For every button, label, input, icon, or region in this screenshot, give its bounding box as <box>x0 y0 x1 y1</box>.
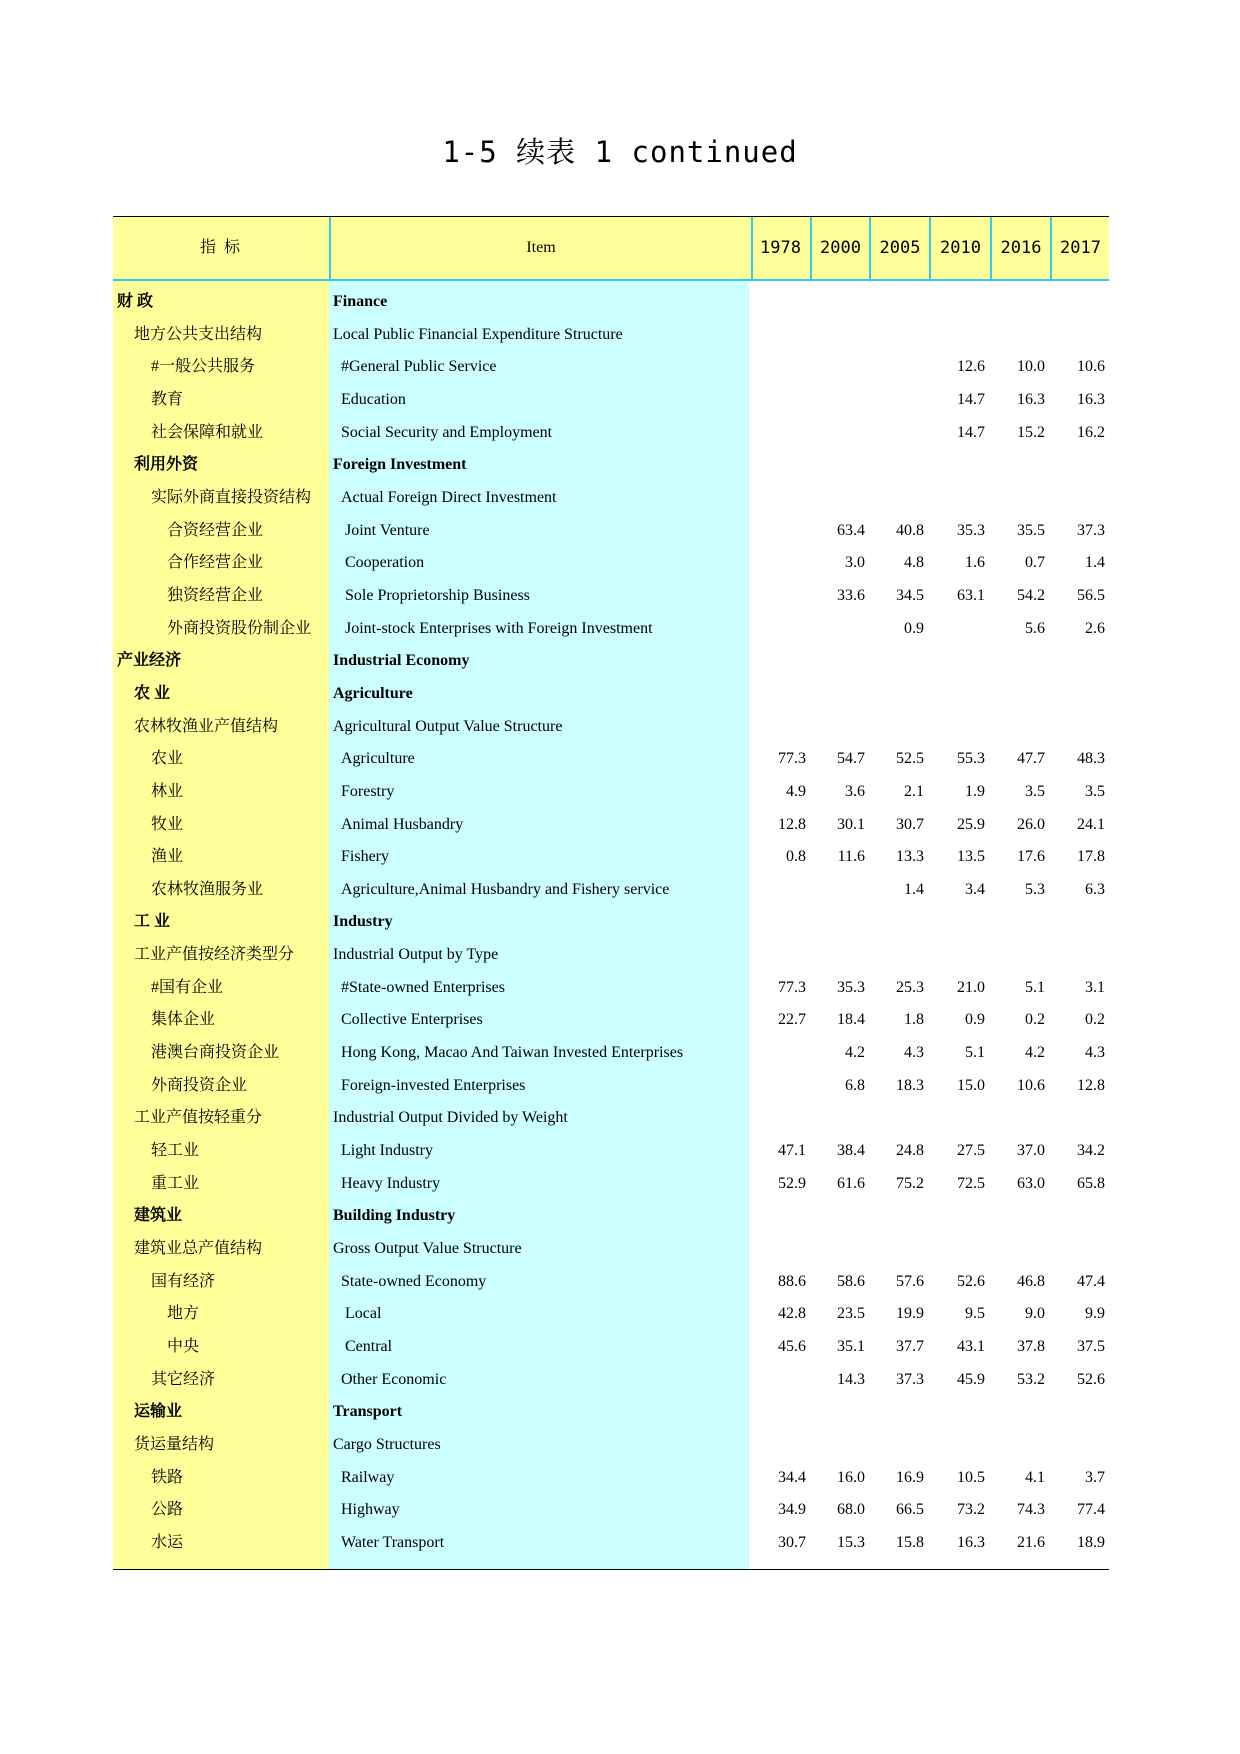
value-cell-2017: 47.4 <box>1077 1272 1105 1290</box>
value-cell-2016: 4.1 <box>1025 1468 1045 1486</box>
row-label-cn: 公路 <box>151 1501 184 1519</box>
table-row <box>113 482 1109 515</box>
value-cell-2017: 3.1 <box>1085 978 1105 996</box>
value-cell-1978: 12.8 <box>778 815 806 833</box>
value-cell-2017: 0.2 <box>1085 1011 1105 1029</box>
row-label-en: Cargo Structures <box>333 1435 441 1453</box>
table-row <box>113 1102 1109 1135</box>
value-cell-2016: 0.7 <box>1025 554 1045 572</box>
table-body <box>113 286 1109 1560</box>
value-cell-2016: 4.2 <box>1025 1044 1045 1062</box>
value-cell-1978: 52.9 <box>778 1174 806 1192</box>
value-cell-2000: 61.6 <box>837 1174 865 1192</box>
row-label-cn: 社会保障和就业 <box>151 423 264 441</box>
row-label-cn: 外商投资股份制企业 <box>167 619 312 637</box>
value-cell-2010: 14.7 <box>957 390 985 408</box>
value-cell-2017: 6.3 <box>1085 880 1105 898</box>
value-cell-2016: 54.2 <box>1017 586 1045 604</box>
value-cell-2000: 3.0 <box>845 554 865 572</box>
table-row <box>113 1168 1109 1201</box>
value-cell-2010: 1.6 <box>965 554 985 572</box>
table-row <box>113 1396 1109 1429</box>
value-cell-2010: 5.1 <box>965 1044 985 1062</box>
table-row <box>113 449 1109 482</box>
row-label-cn: 建筑业 <box>134 1207 183 1225</box>
value-cell-1978: 45.6 <box>778 1338 806 1355</box>
value-cell-2010: 3.4 <box>965 880 985 898</box>
table-row <box>113 286 1109 319</box>
value-cell-2010: 21.0 <box>957 978 985 996</box>
value-cell-2005: 75.2 <box>896 1174 924 1192</box>
table-row <box>113 776 1109 809</box>
row-label-en: Forestry <box>341 782 395 800</box>
table-row <box>113 972 1109 1005</box>
value-cell-2016: 37.8 <box>1017 1338 1045 1355</box>
header-year-2005: 2005 <box>879 238 921 258</box>
value-cell-2000: 38.4 <box>837 1142 865 1160</box>
value-cell-1978: 77.3 <box>778 750 806 768</box>
value-cell-2010: 16.3 <box>957 1533 985 1551</box>
row-label-en: Agricultural Output Value Structure <box>333 717 563 735</box>
value-cell-2016: 5.3 <box>1025 880 1045 898</box>
row-label-en: Railway <box>341 1468 395 1486</box>
value-cell-2017: 4.3 <box>1085 1044 1105 1062</box>
value-cell-2010: 27.5 <box>957 1142 985 1160</box>
value-cell-2000: 68.0 <box>837 1501 865 1519</box>
row-label-en: Other Economic <box>341 1370 447 1388</box>
value-cell-2005: 16.9 <box>896 1468 924 1486</box>
header-year-1978: 1978 <box>760 238 801 258</box>
value-cell-2000: 54.7 <box>837 750 865 768</box>
table-bottom-rule <box>113 1569 1109 1570</box>
row-label-cn: #一般公共服务 <box>151 358 256 376</box>
table-row <box>113 1004 1109 1037</box>
value-cell-2017: 52.6 <box>1077 1370 1105 1388</box>
value-cell-1978: 77.3 <box>778 978 806 996</box>
value-cell-2005: 13.3 <box>896 848 924 866</box>
row-label-en: Sole Proprietorship Business <box>345 586 530 604</box>
value-cell-2016: 15.2 <box>1017 423 1045 441</box>
value-cell-2005: 25.3 <box>896 978 924 996</box>
row-label-en: Education <box>341 390 406 408</box>
value-cell-2017: 12.8 <box>1077 1076 1105 1094</box>
row-label-en: Local Public Financial Expenditure Structure <box>333 325 623 343</box>
value-cell-2000: 58.6 <box>837 1272 865 1290</box>
value-cell-2000: 23.5 <box>837 1305 865 1323</box>
value-cell-2005: 1.8 <box>904 1011 924 1029</box>
table-row <box>113 1266 1109 1299</box>
value-cell-2016: 10.0 <box>1017 358 1045 376</box>
value-cell-2000: 16.0 <box>837 1468 865 1486</box>
value-cell-2010: 14.7 <box>957 423 985 441</box>
row-label-cn: 货运量结构 <box>134 1435 215 1453</box>
row-label-en: Central <box>345 1338 393 1355</box>
table-row <box>113 351 1109 384</box>
value-cell-2010: 45.9 <box>957 1370 985 1388</box>
value-cell-2000: 63.4 <box>837 521 865 539</box>
value-cell-2005: 37.7 <box>896 1338 924 1355</box>
row-label-cn: 中央 <box>167 1338 200 1355</box>
value-cell-2017: 1.4 <box>1085 554 1105 572</box>
row-label-cn: 牧业 <box>151 815 184 833</box>
value-cell-2010: 13.5 <box>957 848 985 866</box>
row-label-en: Industry <box>333 913 393 931</box>
value-cell-2016: 3.5 <box>1025 782 1045 800</box>
table-row <box>113 809 1109 842</box>
row-label-cn: 渔业 <box>151 848 184 866</box>
value-cell-1978: 34.9 <box>778 1501 806 1519</box>
table-row <box>113 1429 1109 1462</box>
value-cell-2016: 21.6 <box>1017 1533 1045 1551</box>
value-cell-2017: 3.7 <box>1085 1468 1105 1486</box>
value-cell-2016: 26.0 <box>1017 815 1045 833</box>
value-cell-2010: 12.6 <box>957 358 985 376</box>
row-label-cn: 工业产值按经济类型分 <box>134 946 295 964</box>
row-label-en: Agriculture <box>333 684 413 702</box>
value-cell-2016: 35.5 <box>1017 521 1045 539</box>
value-cell-2000: 3.6 <box>845 782 865 800</box>
value-cell-2010: 43.1 <box>957 1338 985 1355</box>
row-label-en: Fishery <box>341 848 389 866</box>
row-label-cn: 合资经营企业 <box>167 521 264 539</box>
value-cell-2000: 6.8 <box>845 1076 865 1094</box>
row-label-cn: 农业 <box>151 750 184 768</box>
row-label-cn: 地方公共支出结构 <box>134 325 263 343</box>
table-row <box>113 1527 1109 1560</box>
value-cell-2005: 15.8 <box>896 1533 924 1551</box>
row-label-en: Finance <box>333 293 388 310</box>
header-year-2000: 2000 <box>820 238 861 258</box>
value-cell-2000: 11.6 <box>837 848 865 866</box>
value-cell-1978: 30.7 <box>778 1533 806 1551</box>
value-cell-2016: 37.0 <box>1017 1142 1045 1160</box>
table-row <box>113 1135 1109 1168</box>
table-row <box>113 1037 1109 1070</box>
value-cell-2000: 18.4 <box>837 1011 865 1029</box>
header-year-2017: 2017 <box>1060 238 1101 258</box>
table-row <box>113 1200 1109 1233</box>
value-cell-2005: 40.8 <box>896 521 924 539</box>
value-cell-2005: 18.3 <box>896 1076 924 1094</box>
page-title: 1-5 续表 1 continued <box>442 135 798 169</box>
row-label-cn: 农 业 <box>134 684 171 702</box>
value-cell-2005: 66.5 <box>896 1501 924 1519</box>
table-row <box>113 613 1109 646</box>
row-label-cn: #国有企业 <box>151 978 224 996</box>
value-cell-1978: 4.9 <box>786 782 806 800</box>
row-label-cn: 集体企业 <box>151 1011 216 1029</box>
value-cell-2010: 72.5 <box>957 1174 985 1192</box>
table-row <box>113 1331 1109 1364</box>
row-label-en: Animal Husbandry <box>341 815 464 833</box>
table-row <box>113 384 1109 417</box>
header-en-item: Item <box>329 217 753 279</box>
value-cell-2010: 55.3 <box>957 750 985 768</box>
value-cell-2017: 16.3 <box>1077 390 1105 408</box>
value-cell-2010: 9.5 <box>965 1305 985 1323</box>
value-cell-2010: 10.5 <box>957 1468 985 1486</box>
table-row <box>113 1233 1109 1266</box>
value-cell-2005: 57.6 <box>896 1272 924 1290</box>
value-cell-2017: 10.6 <box>1077 358 1105 376</box>
value-cell-2010: 15.0 <box>957 1076 985 1094</box>
value-cell-2005: 34.5 <box>896 586 924 604</box>
value-cell-2017: 3.5 <box>1085 782 1105 800</box>
value-cell-1978: 22.7 <box>778 1011 806 1029</box>
row-label-en: Social Security and Employment <box>341 423 553 441</box>
value-cell-2005: 4.8 <box>904 554 924 572</box>
row-label-cn: 轻工业 <box>151 1142 200 1160</box>
value-cell-2016: 63.0 <box>1017 1174 1045 1192</box>
value-cell-2016: 46.8 <box>1017 1272 1045 1290</box>
value-cell-2016: 74.3 <box>1017 1501 1045 1519</box>
value-cell-2017: 65.8 <box>1077 1174 1105 1192</box>
table-row <box>113 841 1109 874</box>
value-cell-2010: 63.1 <box>957 586 985 604</box>
value-cell-2016: 47.7 <box>1017 750 1045 768</box>
value-cell-2010: 25.9 <box>957 815 985 833</box>
header-year-2010: 2010 <box>940 238 981 258</box>
row-label-cn: 实际外商直接投资结构 <box>151 488 312 506</box>
header-cn-item: 指 标 <box>199 239 242 256</box>
table-row <box>113 1494 1109 1527</box>
row-label-en: Industrial Output by Type <box>333 946 499 964</box>
value-cell-2005: 2.1 <box>904 782 924 800</box>
row-label-en: Foreign-invested Enterprises <box>341 1076 526 1094</box>
table-row <box>113 1070 1109 1103</box>
row-label-cn: 利用外资 <box>134 456 199 474</box>
table-header <box>113 216 1109 281</box>
value-cell-2010: 1.9 <box>965 782 985 800</box>
value-cell-2010: 52.6 <box>957 1272 985 1290</box>
value-cell-2005: 52.5 <box>896 750 924 768</box>
row-label-en: Gross Output Value Structure <box>333 1240 522 1258</box>
row-label-cn: 港澳台商投资企业 <box>151 1044 280 1062</box>
value-cell-2016: 10.6 <box>1017 1076 1045 1094</box>
value-cell-2000: 30.1 <box>837 815 865 833</box>
value-cell-2010: 0.9 <box>965 1011 985 1029</box>
table-row <box>113 1364 1109 1397</box>
row-label-cn: 财 政 <box>117 293 154 310</box>
value-cell-1978: 0.8 <box>786 848 806 866</box>
value-cell-2017: 17.8 <box>1077 848 1105 866</box>
value-cell-2016: 9.0 <box>1025 1305 1045 1323</box>
row-label-cn: 独资经营企业 <box>167 586 264 604</box>
table-row <box>113 417 1109 450</box>
value-cell-2017: 37.3 <box>1077 521 1105 539</box>
row-label-cn: 重工业 <box>151 1174 200 1192</box>
row-label-cn: 水运 <box>151 1533 184 1551</box>
value-cell-2017: 24.1 <box>1077 815 1105 833</box>
value-cell-2017: 16.2 <box>1077 423 1105 441</box>
row-label-en: Agriculture <box>341 750 415 768</box>
table-row <box>113 547 1109 580</box>
value-cell-2017: 48.3 <box>1077 750 1105 768</box>
header-year-2016: 2016 <box>1000 238 1042 258</box>
row-label-en: #State-owned Enterprises <box>341 978 505 996</box>
row-label-en: State-owned Economy <box>341 1272 487 1290</box>
row-label-cn: 铁路 <box>151 1468 184 1486</box>
table-row <box>113 711 1109 744</box>
row-label-cn: 建筑业总产值结构 <box>134 1240 263 1258</box>
value-cell-2017: 56.5 <box>1077 586 1105 604</box>
value-cell-2005: 24.8 <box>896 1142 924 1160</box>
value-cell-2016: 5.1 <box>1025 978 1045 996</box>
row-label-cn: 林业 <box>151 782 184 800</box>
row-label-en: Foreign Investment <box>333 456 467 474</box>
row-label-en: Collective Enterprises <box>341 1011 483 1029</box>
value-cell-2005: 0.9 <box>904 619 924 637</box>
value-cell-1978: 47.1 <box>778 1142 806 1160</box>
row-label-en: Joint Venture <box>345 521 430 539</box>
table-row <box>113 515 1109 548</box>
value-cell-2005: 4.3 <box>904 1044 924 1062</box>
row-label-en: Transport <box>333 1403 403 1421</box>
value-cell-2005: 1.4 <box>904 880 924 898</box>
value-cell-1978: 42.8 <box>778 1305 806 1323</box>
row-label-cn: 农林牧渔服务业 <box>151 880 264 898</box>
row-label-cn: 国有经济 <box>151 1272 216 1290</box>
value-cell-1978: 88.6 <box>778 1272 806 1290</box>
row-label-cn: 农林牧渔业产值结构 <box>134 717 279 735</box>
table-row <box>113 874 1109 907</box>
row-label-cn: 合作经营企业 <box>167 554 264 572</box>
value-cell-2016: 53.2 <box>1017 1370 1045 1388</box>
value-cell-2017: 9.9 <box>1085 1305 1105 1323</box>
row-label-en: Cooperation <box>345 554 425 572</box>
row-label-en: Agriculture,Animal Husbandry and Fishery service <box>341 880 670 898</box>
value-cell-2000: 35.1 <box>837 1338 865 1355</box>
value-cell-2016: 0.2 <box>1025 1011 1045 1029</box>
row-label-en: Highway <box>341 1501 400 1519</box>
row-label-cn: 运输业 <box>134 1403 183 1421</box>
value-cell-2016: 17.6 <box>1017 848 1045 866</box>
row-label-en: Hong Kong, Macao And Taiwan Invested Enterprises <box>341 1044 684 1062</box>
row-label-en: #General Public Service <box>341 358 497 376</box>
row-label-en: Industrial Economy <box>333 652 470 670</box>
value-cell-1978: 34.4 <box>778 1468 806 1486</box>
value-cell-2017: 34.2 <box>1077 1142 1105 1160</box>
value-cell-2017: 18.9 <box>1077 1533 1105 1551</box>
row-label-en: Building Industry <box>333 1207 456 1225</box>
value-cell-2010: 35.3 <box>957 521 985 539</box>
value-cell-2000: 35.3 <box>837 978 865 996</box>
row-label-cn: 地方 <box>167 1305 200 1323</box>
table-row <box>113 743 1109 776</box>
table-row <box>113 645 1109 678</box>
row-label-en: Industrial Output Divided by Weight <box>333 1109 568 1127</box>
row-label-cn: 教育 <box>151 390 184 408</box>
table-row <box>113 1298 1109 1331</box>
row-label-cn: 工 业 <box>134 913 171 931</box>
value-cell-2000: 14.3 <box>837 1370 865 1388</box>
value-cell-2017: 37.5 <box>1077 1338 1105 1355</box>
row-label-en: Actual Foreign Direct Investment <box>341 488 557 506</box>
table-row <box>113 906 1109 939</box>
value-cell-2000: 4.2 <box>845 1044 865 1062</box>
value-cell-2000: 33.6 <box>837 586 865 604</box>
row-label-en: Light Industry <box>341 1142 433 1160</box>
value-cell-2016: 16.3 <box>1017 390 1045 408</box>
row-label-en: Local <box>345 1305 382 1323</box>
table-row <box>113 939 1109 972</box>
value-cell-2000: 15.3 <box>837 1533 865 1551</box>
row-label-cn: 工业产值按轻重分 <box>134 1109 263 1127</box>
row-label-en: Water Transport <box>341 1533 445 1551</box>
value-cell-2017: 77.4 <box>1077 1501 1105 1519</box>
row-label-cn: 其它经济 <box>151 1370 216 1388</box>
row-label-en: Heavy Industry <box>341 1174 441 1192</box>
table-row <box>113 580 1109 613</box>
value-cell-2005: 30.7 <box>896 815 924 833</box>
value-cell-2016: 5.6 <box>1025 619 1045 637</box>
table-row <box>113 1462 1109 1495</box>
value-cell-2005: 19.9 <box>896 1305 924 1323</box>
value-cell-2005: 37.3 <box>896 1370 924 1388</box>
value-cell-2017: 2.6 <box>1085 619 1105 637</box>
row-label-en: Joint-stock Enterprises with Foreign Investment <box>345 619 653 637</box>
row-label-cn: 外商投资企业 <box>151 1076 248 1094</box>
table-row <box>113 319 1109 352</box>
value-cell-2010: 73.2 <box>957 1501 985 1519</box>
row-label-cn: 产业经济 <box>117 652 182 670</box>
table-row <box>113 678 1109 711</box>
